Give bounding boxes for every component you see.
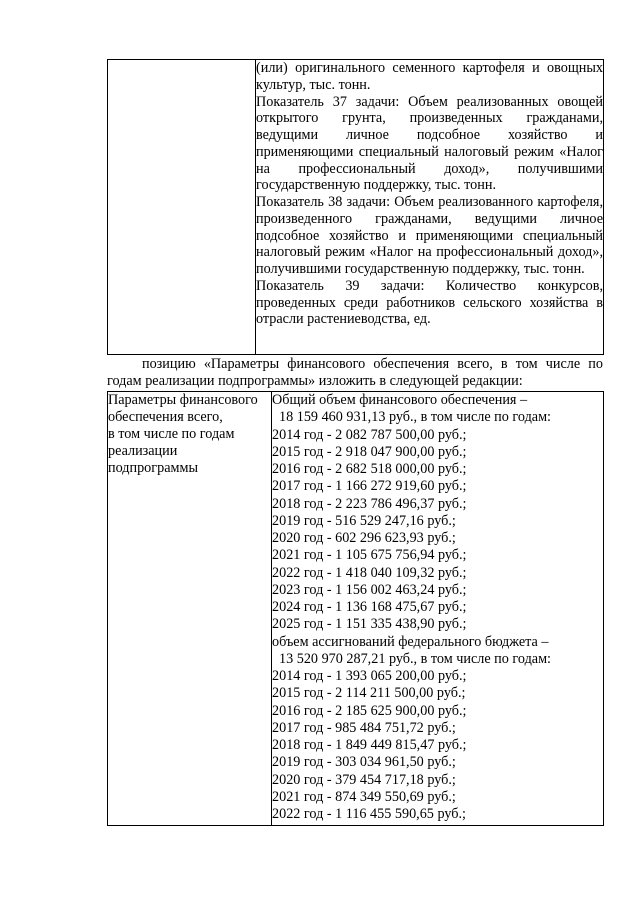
total-year-row: 2022 год - 1 418 040 109,32 руб.; [272, 564, 467, 581]
indicator-37: Показатель 37 задачи: Объем реализованных овощей открытого грунта, произведенных гражданами, ведущими личное подсобное хозяйство и применяющими специальный налоговый режим «Налог на профессиональный доход», получившими государственную поддержку, тыс. тонн. [256, 93, 603, 194]
continued-indicator-text: (или) оригинального семенного картофеля и овощных культур, тыс. тонн. [256, 60, 603, 93]
params-label-line: реализации [108, 443, 178, 459]
federal-amount: 13 520 970 287,21 руб., в том числе по годам: [279, 650, 551, 667]
total-year-row: 2020 год - 602 296 623,93 руб.; [272, 530, 456, 546]
federal-year-row: 2019 год - 303 034 961,50 руб.; [272, 754, 456, 771]
total-year-row: 2025 год - 1 151 335 438,90 руб.; [272, 616, 467, 633]
params-values-cell [272, 392, 604, 826]
total-year-row: 2017 год - 1 166 272 919,60 руб.; [272, 478, 467, 495]
total-year-row: 2021 год - 1 105 675 756,94 руб.; [272, 547, 467, 564]
federal-year-row: 2017 год - 985 484 751,72 руб.; [272, 719, 456, 736]
indicators-text-cell [256, 60, 604, 355]
total-year-row: 2024 год - 1 136 168 475,67 руб.; [272, 599, 467, 615]
total-year-row: 2015 год - 2 918 047 900,00 руб.; [272, 443, 467, 460]
federal-year-row: 2022 год - 1 116 455 590,65 руб.; [272, 806, 466, 822]
params-label-line: обеспечения всего, [108, 409, 223, 425]
indicators-table [107, 59, 604, 355]
financing-params-table [107, 391, 604, 826]
total-amount: 18 159 460 931,13 руб., в том числе по годам: [279, 409, 551, 426]
indicator-39: Показатель 39 задачи: Количество конкурсов, проведенных среди работников сельского хозяйства в отрасли растениеводства, ед. [256, 277, 603, 328]
federal-year-row: 2015 год - 2 114 211 500,00 руб.; [272, 685, 466, 702]
total-heading: Общий объем финансового обеспечения – [272, 392, 528, 408]
federal-year-row: 2014 год - 1 393 065 200,00 руб.; [272, 668, 467, 684]
total-year-row: 2018 год - 2 223 786 496,37 руб.; [272, 495, 467, 512]
federal-year-row: 2018 год - 1 849 449 815,47 руб.; [272, 737, 467, 753]
indicator-38: Показатель 38 задачи: Объем реализованного картофеля, произведенного гражданами, ведущими личное подсобное хозяйство и применяющими специальный налоговый режим «Налог на профессиональный доход», получившими государственную поддержку, тыс. тонн. [256, 194, 603, 277]
intro-paragraph: позицию «Параметры финансового обеспечения всего, в том числе по годам реализации подпрограммы» изложить в следующей редакции: [107, 356, 603, 389]
params-label-line: Параметры финансового [108, 392, 258, 408]
params-label-cell [108, 392, 272, 826]
total-year-row: 2016 год - 2 682 518 000,00 руб.; [272, 461, 467, 477]
params-label-line: в том числе по годам [108, 426, 235, 442]
federal-year-row: 2020 год - 379 454 717,18 руб.; [272, 771, 456, 788]
total-year-row: 2019 год - 516 529 247,16 руб.; [272, 512, 456, 529]
params-label-line: подпрограммы [108, 460, 198, 476]
federal-heading: объем ассигнований федерального бюджета – [272, 633, 549, 650]
total-year-row: 2023 год - 1 156 002 463,24 руб.; [272, 581, 467, 598]
indicators-left-cell [108, 60, 256, 355]
federal-year-row: 2016 год - 2 185 625 900,00 руб.; [272, 702, 467, 719]
total-year-row: 2014 год - 2 082 787 500,00 руб.; [272, 426, 467, 443]
federal-year-row: 2021 год - 874 349 550,69 руб.; [272, 788, 456, 805]
